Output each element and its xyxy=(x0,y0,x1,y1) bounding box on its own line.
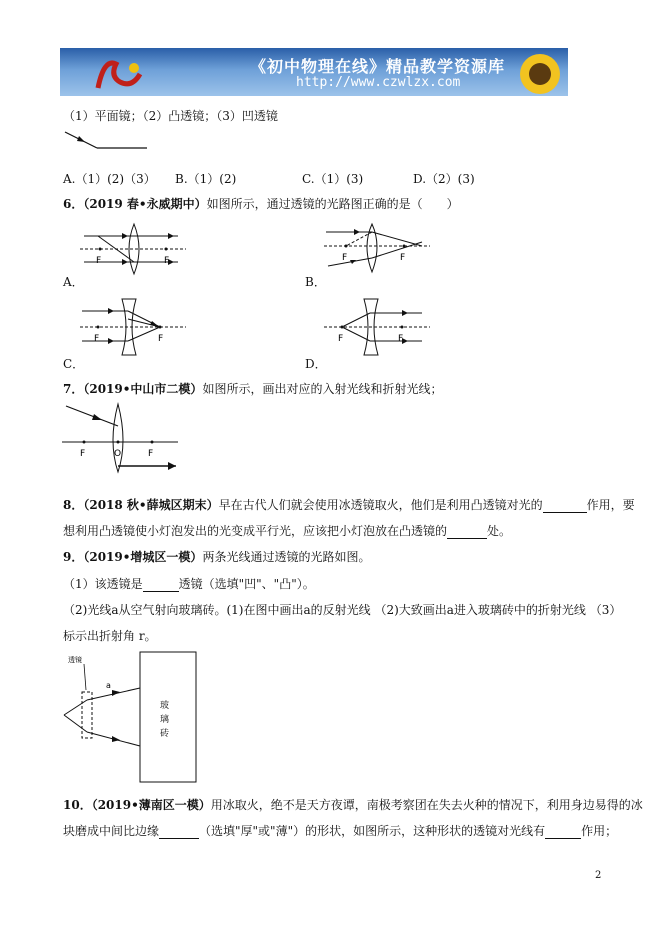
q10-text-2a: 块磨成中间比边缘 xyxy=(63,824,160,838)
q9-source: （2019•增城区一模） xyxy=(83,550,203,564)
q8-blank-1[interactable] xyxy=(543,500,587,513)
q5-option-b: B.（1）(2) xyxy=(175,172,237,186)
q9-glass-1: 玻 xyxy=(160,701,170,711)
q8-blank-2[interactable] xyxy=(447,526,487,539)
q6-source: （2019 春•永威期中） xyxy=(83,197,207,211)
q8-source: （2018 秋•薛城区期末） xyxy=(83,498,219,512)
q6-text: 如图所示，通过透镜的光路图正确的是（ ） xyxy=(206,197,459,211)
q9-part-2: （2)光线a从空气射向玻璃砖。(1)在图中画出a的反射光线 （2)大致画出a进入玻璃砖中的折射光线 （3） xyxy=(63,603,622,617)
q9-part-1 xyxy=(63,575,315,592)
q9-figure xyxy=(60,650,200,785)
q10-blank-1[interactable] xyxy=(159,826,199,839)
q6d-f-right: F xyxy=(398,334,404,344)
q6-label-d: D． xyxy=(305,357,327,371)
q6c-f-right: F xyxy=(158,334,164,344)
banner-title: 《初中物理在线》精品教学资源库 xyxy=(250,57,506,76)
page-number: 2 xyxy=(595,870,602,881)
q8-text-2b: 处。 xyxy=(487,524,512,538)
q5-figure xyxy=(63,128,153,156)
q5-items: （1）平面镜；（2）凸透镜；（3）凹透镜 xyxy=(63,109,278,123)
q10-text-1: 用冰取火，绝不是天方夜谭，南极考察团在失去火种的情况下，利用身边易得的冰 xyxy=(210,798,643,812)
q9-glass-2: 璃 xyxy=(160,715,170,725)
q9-p1b: 透镜（选填"凹"、"凸"）。 xyxy=(178,577,315,591)
q6-stem xyxy=(63,195,459,212)
q10-line-1 xyxy=(63,796,643,813)
q6d-f-left: F xyxy=(338,334,344,344)
sunflower-icon xyxy=(510,48,568,96)
q6-label-a: A． xyxy=(63,275,84,289)
q7-o-label: O xyxy=(114,449,122,459)
q6-label-b: B． xyxy=(305,275,326,289)
q9-p1a: （1）该透镜是 xyxy=(63,577,143,591)
q10-blank-2[interactable] xyxy=(545,826,581,839)
q6-figure-a xyxy=(78,222,188,278)
q10-line-2 xyxy=(63,822,617,839)
q9-blank-1[interactable] xyxy=(143,579,179,592)
q9-text: 两条光线通过透镜的光路如图。 xyxy=(202,550,371,564)
logo-icon xyxy=(90,52,150,94)
q7-number: 7． xyxy=(63,382,84,396)
q10-source: （2019•薄南区一模） xyxy=(91,798,211,812)
q6-figure-d xyxy=(322,295,432,359)
q9-part-3: 标示出折射角 r。 xyxy=(63,629,157,643)
q7-f-left: F xyxy=(80,449,86,459)
q8-text-2: 想利用凸透镜使小灯泡发出的光变成平行光，应该把小灯泡放在凸透镜的 xyxy=(63,524,448,538)
q6-figure-c xyxy=(78,295,188,359)
q8-text-1b: 作用，要 xyxy=(586,498,635,512)
q9-glass-3: 砖 xyxy=(160,729,170,739)
q7-source: （2019•中山市二模） xyxy=(83,382,203,396)
q10-number: 10． xyxy=(63,798,92,812)
q5-option-d: D.（2）(3) xyxy=(413,172,475,186)
q6-number: 6． xyxy=(63,197,84,211)
q5-option-c: C.（1）(3) xyxy=(302,172,364,186)
q10-text-2c: 作用； xyxy=(581,824,618,838)
q9-number: 9． xyxy=(63,550,84,564)
q7-text: 如图所示，画出对应的入射光线和折射光线； xyxy=(202,382,443,396)
q6c-f-left: F xyxy=(94,334,100,344)
q5-option-a: A.（1）(2)（3） xyxy=(63,172,156,186)
q8-number: 8． xyxy=(63,498,84,512)
q10-text-2b: （选填"厚"或"薄"）的形状，如图所示，这种形状的透镜对光线有 xyxy=(199,824,546,838)
q7-figure xyxy=(60,400,180,476)
q6b-f-right: F xyxy=(400,253,406,263)
q8-line-1 xyxy=(63,496,635,513)
q6a-f-left: F xyxy=(96,256,102,266)
q9-stem xyxy=(63,548,370,565)
q9-ray-label: a xyxy=(106,681,111,690)
header-banner xyxy=(60,48,568,96)
q8-text-1: 早在古代人们就会使用冰透镜取火，他们是利用凸透镜对光的 xyxy=(218,498,543,512)
q6b-f-left: F xyxy=(342,253,348,263)
q6-label-c: C． xyxy=(63,357,85,371)
banner-url: http://www.czwlzx.com xyxy=(296,75,461,90)
q6-figure-b xyxy=(322,222,432,278)
q7-stem xyxy=(63,380,442,397)
q7-f-right: F xyxy=(148,449,154,459)
q8-line-2 xyxy=(63,522,511,539)
q6a-f-right: F xyxy=(164,256,170,266)
q9-lens-label: 透镜 xyxy=(68,656,82,664)
